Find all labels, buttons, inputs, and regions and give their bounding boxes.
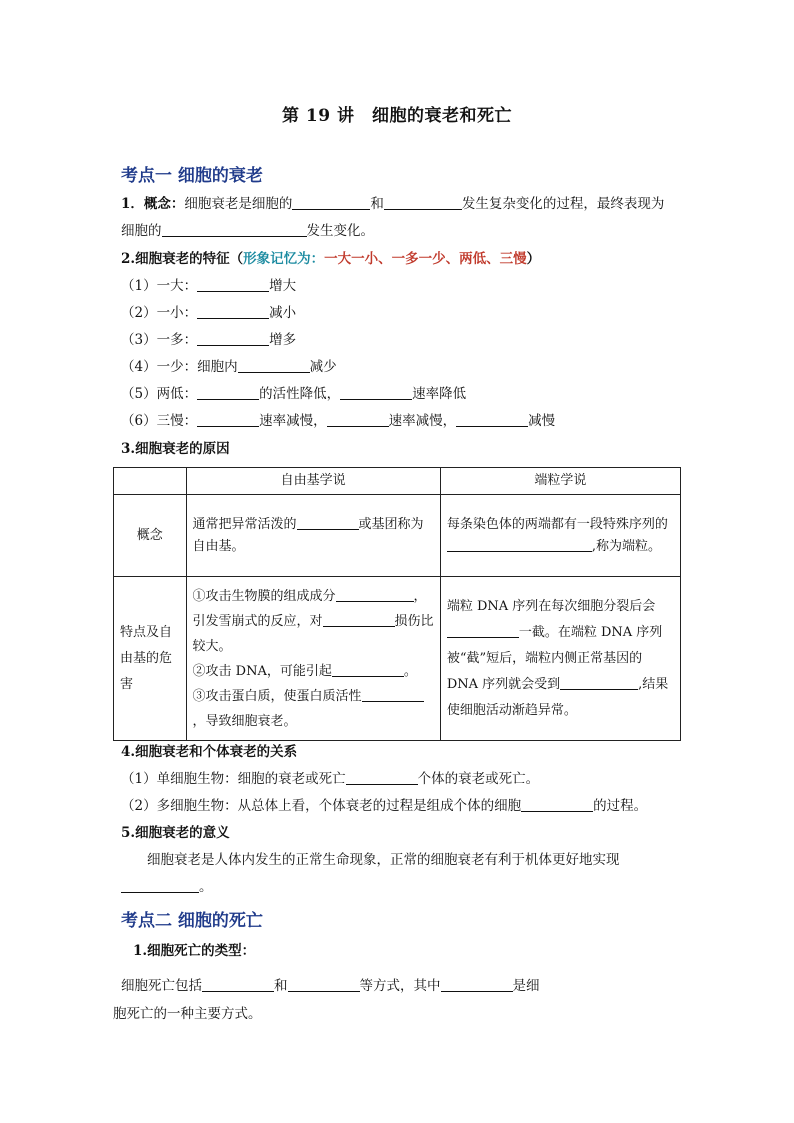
concept-line-1 <box>121 195 664 213</box>
concept-text: 细胞衰老是细胞的 <box>184 196 293 212</box>
telomere-harm <box>440 577 680 741</box>
relation-heading: 4.细胞衰老和个体衰老的关系 <box>121 744 298 760</box>
types-text: 等方式，其中 <box>359 978 441 994</box>
free-radical-harm <box>186 577 440 741</box>
memo-text: 一大一小、一多一少、两低、三慢 <box>324 251 527 267</box>
fill-blank[interactable] <box>521 797 593 812</box>
meaning-heading: 5.细胞衰老的意义 <box>121 825 230 841</box>
feature-prefix: （3）一多： <box>121 332 198 348</box>
relation-line-1 <box>121 770 539 788</box>
cell-text: ，导致细胞衰老。 <box>192 713 297 729</box>
concept-text: 发生变化。 <box>306 223 374 239</box>
fill-blank[interactable] <box>323 612 395 627</box>
types-text: 细胞死亡包括 <box>121 978 202 994</box>
fill-blank[interactable] <box>197 412 259 427</box>
death-types-line-2: 胞死亡的一种主要方式。 <box>113 1006 262 1022</box>
fill-blank[interactable] <box>197 331 269 346</box>
cell-text: ,称为端粒。 <box>591 538 661 554</box>
relation-text: （2）多细胞生物：从总体上看，个体衰老的过程是组成个体的细胞 <box>121 798 522 814</box>
types-text: 是细 <box>512 978 540 994</box>
fill-blank[interactable] <box>197 385 259 400</box>
fill-blank[interactable] <box>336 587 414 602</box>
feature-5 <box>121 385 466 403</box>
fill-blank[interactable] <box>362 687 424 702</box>
types-text: 和 <box>274 978 288 994</box>
fill-blank[interactable] <box>447 537 592 552</box>
meaning-text: 细胞衰老是人体内发生的正常生命现象，正常的细胞衰老有利于机体更好地实现 <box>147 852 620 868</box>
table-header-row <box>114 468 681 495</box>
cell-text: ,结果使细胞活动渐趋异常。 <box>446 676 669 718</box>
feature-prefix: （5）两低： <box>121 386 198 402</box>
feature-prefix: （1）一大： <box>121 278 198 294</box>
causes-table <box>113 467 681 741</box>
meaning-end: 。 <box>199 879 213 895</box>
table-row-features <box>114 577 681 741</box>
concept-label: 1．概念： <box>121 196 185 212</box>
meaning-line-2 <box>121 878 213 896</box>
feature-1 <box>121 277 296 295</box>
fill-blank[interactable] <box>292 195 370 210</box>
cell-text: ②攻击 DNA，可能引起 <box>192 663 332 679</box>
fill-blank[interactable] <box>297 515 359 530</box>
section-heading-aging: 考点一 细胞的衰老 <box>121 166 263 186</box>
fill-blank[interactable] <box>332 662 404 677</box>
row-label-features: 特点及自由基的危害 <box>114 577 187 741</box>
section-heading-death: 考点二 细胞的死亡 <box>121 911 263 931</box>
feature-suffix: 减少 <box>309 359 337 375</box>
cell-text: ，引发雪崩式的反应，对 <box>192 588 427 629</box>
feature-suffix: 减小 <box>269 305 297 321</box>
features-close: ） <box>526 251 541 267</box>
fill-blank[interactable] <box>197 304 269 319</box>
concept-line-2 <box>121 222 374 240</box>
fill-blank[interactable] <box>346 770 418 785</box>
cell-text: ③攻击蛋白质，使蛋白质活性 <box>192 688 362 704</box>
fill-blank[interactable] <box>441 977 513 992</box>
relation-text: 的过程。 <box>593 798 648 814</box>
death-types-line-1 <box>121 977 540 995</box>
cell-text: 一截。在端粒 DNA 序列被“截”短后，端粒内侧正常基因的 DNA 序列就会受到 <box>446 624 663 692</box>
fill-blank[interactable] <box>202 977 274 992</box>
feature-prefix: （2）一小： <box>121 305 198 321</box>
memo-label: 形象记忆为： <box>243 251 325 267</box>
concept-text: 发生复杂变化的过程，最终表现为 <box>461 196 665 212</box>
cell-text: 每条染色体的两端都有一段特殊序列的 <box>446 516 668 532</box>
cell-text: 端粒 DNA 序列在每次细胞分裂后会 <box>446 598 656 614</box>
feature-4 <box>121 358 337 376</box>
concept-text: 细胞的 <box>121 223 162 239</box>
feature-suffix: 减慢 <box>528 413 556 429</box>
cell-text: 。 <box>403 663 417 679</box>
fill-blank[interactable] <box>384 195 462 210</box>
fill-blank[interactable] <box>340 385 412 400</box>
table-header-empty <box>114 468 187 495</box>
fill-blank[interactable] <box>197 277 269 292</box>
table-row-concept <box>114 495 681 577</box>
feature-prefix: （4）一少：细胞内 <box>121 359 238 375</box>
features-heading <box>121 250 540 268</box>
death-types-heading: 1.细胞死亡的类型： <box>133 943 256 959</box>
feature-mid: 的活性降低， <box>259 386 341 402</box>
feature-suffix: 速率降低 <box>412 386 467 402</box>
fill-blank[interactable] <box>560 675 638 690</box>
fill-blank[interactable] <box>327 412 389 427</box>
features-label: 2.细胞衰老的特征（ <box>121 251 244 267</box>
fill-blank[interactable] <box>447 623 519 638</box>
telomere-concept <box>440 495 680 577</box>
feature-3 <box>121 331 296 349</box>
fill-blank[interactable] <box>121 878 199 893</box>
table-header-telomere: 端粒学说 <box>440 468 680 495</box>
concept-text: 和 <box>370 196 384 212</box>
row-label-concept: 概念 <box>114 495 187 577</box>
cell-text: 或基团称为自由基。 <box>192 516 424 554</box>
feature-mid: 速率减慢， <box>388 413 457 429</box>
feature-6 <box>121 412 555 430</box>
fill-blank[interactable] <box>288 977 360 992</box>
relation-text: 个体的衰老或死亡。 <box>417 771 540 787</box>
cell-text: 通常把异常活泼的 <box>192 516 297 532</box>
feature-prefix: （6）三慢： <box>121 413 198 429</box>
feature-mid: 速率减慢， <box>259 413 327 429</box>
feature-suffix: 增多 <box>269 332 297 348</box>
page-title: 第 19 讲 细胞的衰老和死亡 <box>282 106 512 126</box>
causes-heading: 3.细胞衰老的原因 <box>121 441 230 457</box>
fill-blank[interactable] <box>162 222 307 237</box>
table-header-free-radical: 自由基学说 <box>186 468 440 495</box>
fill-blank[interactable] <box>238 358 310 373</box>
cell-text: 损伤比较大。 <box>192 613 434 654</box>
relation-line-2 <box>121 797 647 815</box>
feature-2 <box>121 304 296 322</box>
feature-suffix: 增大 <box>269 278 297 294</box>
fill-blank[interactable] <box>456 412 528 427</box>
relation-text: （1）单细胞生物：细胞的衰老或死亡 <box>121 771 346 787</box>
free-radical-concept <box>186 495 440 577</box>
cell-text: ①攻击生物膜的组成成分 <box>192 588 336 604</box>
